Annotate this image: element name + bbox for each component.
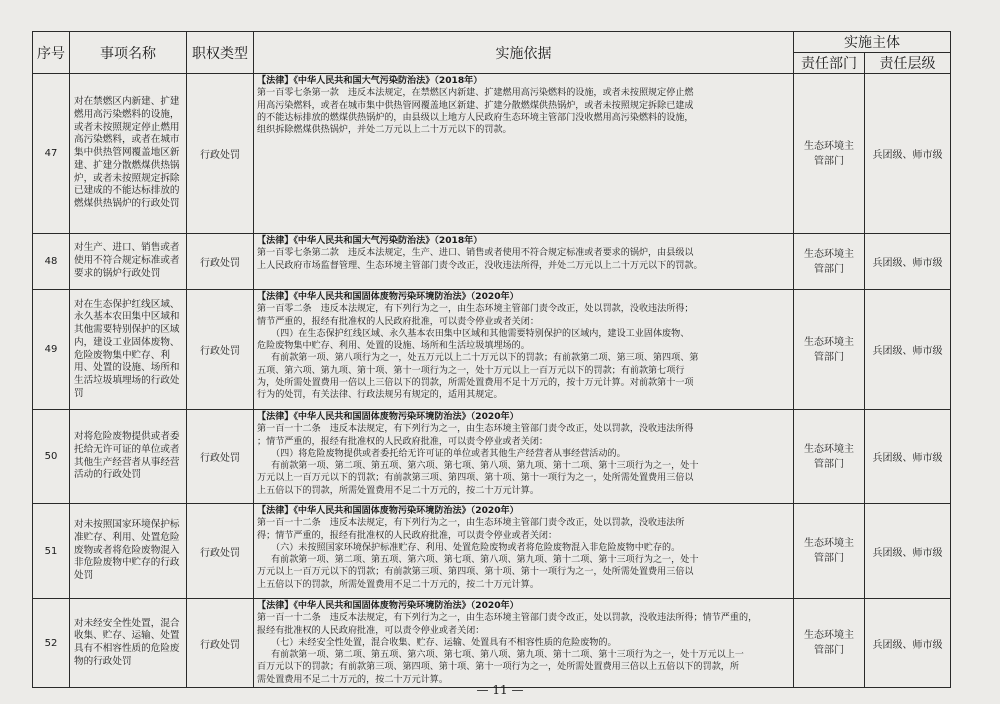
row-number: 50	[33, 410, 70, 504]
responsible-level: 兵团级、师市级	[865, 234, 951, 290]
power-type: 行政处罚	[187, 234, 254, 290]
power-type: 行政处罚	[187, 599, 254, 688]
legal-text-line: 情节严重的，报经有批准权的人民政府批准，可以责令停业或者关闭：	[257, 316, 539, 327]
header-level: 责任层级	[865, 53, 951, 74]
responsible-level: 兵团级、师市级	[865, 410, 951, 504]
legal-basis	[254, 74, 794, 234]
page-number: — 11 —	[476, 683, 524, 697]
legal-text-line: ；情节严重的，报经有批准权的人民政府批准，可以责令停业或者关闭：	[257, 436, 549, 447]
header-no: 序号	[33, 32, 70, 74]
legal-text-line: 第一百零七条第二款 违反本法规定，生产、进口、销售或者使用不符合规定标准或者要求的锅炉，由县级以	[257, 248, 694, 259]
law-title: 【法律】《中华人民共和国固体废物污染环境防治法》（2020年）	[257, 292, 519, 302]
table-header	[33, 32, 951, 74]
law-title: 【法律】《中华人民共和国大气污染防治法》（2018年）	[257, 236, 483, 246]
table-row	[33, 410, 951, 504]
responsible-level: 兵团级、师市级	[865, 504, 951, 599]
legal-text-line: 有前款第一项、第二项、第五项、第六项、第七项、第八项、第九项、第十二项、第十三项行为之一，处十万元以上一	[271, 650, 744, 661]
legal-text-line: 第一百一十二条 违反本法规定，有下列行为之一，由生态环境主管部门责令改正，处以罚款，没收违法所得；情节严重的，	[257, 613, 758, 624]
legal-text-line: 有前款第一项、第二项、第五项、第六项、第七项、第八项、第九项、第十二项、第十三项行为之一，处十	[271, 461, 699, 472]
legal-text-line: 第一百零二条 违反本法规定，有下列行为之一，由生态环境主管部门责令改正，处以罚款，没收违法所得；	[257, 304, 694, 315]
legal-text-line: 万元以上一百万元以下的罚款；有前款第三项、第四项、第十项、第十一项行为之一，处所需处置费用三倍以	[257, 473, 694, 484]
legal-text-line: 得；情节严重的，报经有批准权的人民政府批准，可以责令停业或者关闭：	[257, 530, 558, 541]
header-type: 职权类型	[187, 32, 254, 74]
responsible-level: 兵团级、师市级	[865, 290, 951, 410]
legal-text-line: 需处置费用不足二十万元的，按二十万元计算。	[257, 674, 448, 685]
row-number: 49	[33, 290, 70, 410]
legal-text-line: 上五倍以下的罚款，所需处置费用不足二十万元的，按二十万元计算。	[257, 579, 539, 590]
responsible-dept: 生态环境主管部门	[794, 234, 865, 290]
legal-text-line: 五项、第六项、第九项、第十项、第十一项行为之一，处十万元以上一百万元以下的罚款；有前款第七项行	[257, 365, 685, 376]
power-type: 行政处罚	[187, 504, 254, 599]
row-number: 48	[33, 234, 70, 290]
law-title: 【法律】《中华人民共和国固体废物污染环境防治法》（2020年）	[257, 601, 519, 611]
legal-text-line: 万元以上一百万元以下的罚款；有前款第三项、第四项、第十项、第十一项行为之一，处所需处置费用三倍以	[257, 567, 694, 578]
legal-basis	[254, 290, 794, 410]
legal-text-line: （四）在生态保护红线区域、永久基本农田集中区域和其他需要特别保护的区域内，建设工业固体废物、	[271, 328, 690, 339]
table-row	[33, 234, 951, 290]
legal-text-line: 的不能达标排放的燃煤供热锅炉的，由县级以上地方人民政府生态环境主管部门没收燃用高污染燃料的设施，	[257, 112, 694, 123]
legal-text-line: 用高污染燃料，或者在城市集中供热管网覆盖地区新建、扩建分散燃煤供热锅炉，或者未按照规定拆除已建成	[257, 100, 694, 111]
responsible-dept: 生态环境主管部门	[794, 74, 865, 234]
responsible-dept: 生态环境主管部门	[794, 599, 865, 688]
responsible-dept: 生态环境主管部门	[794, 410, 865, 504]
legal-basis	[254, 599, 794, 688]
item-name: 对在生态保护红线区域、永久基本农田集中区域和其他需要特别保护的区域内，建设工业固体废物、危险废物集中贮存、利用、处置的设施、场所和生活垃圾填埋场的行政处罚	[70, 290, 187, 410]
responsible-dept: 生态环境主管部门	[794, 290, 865, 410]
header-basis: 实施依据	[254, 32, 794, 74]
responsible-level: 兵团级、师市级	[865, 599, 951, 688]
item-name: 对在禁燃区内新建、扩建燃用高污染燃料的设施，或者未按照规定停止燃用高污染燃料，或者在城市集中供热管网覆盖地区新建、扩建分散燃煤供热锅炉，或者未按照规定拆除已建成的不能达标排放的燃煤供热锅炉的行政处罚	[70, 74, 187, 234]
legal-text-line: 第一百零七条第一款 违反本法规定，在禁燃区内新建、扩建燃用高污染燃料的设施，或者未按照规定停止燃	[257, 88, 694, 99]
law-title: 【法律】《中华人民共和国固体废物污染环境防治法》（2020年）	[257, 412, 519, 422]
legal-text-line: 有前款第一项、第八项行为之一，处五万元以上二十万元以下的罚款；有前款第二项、第三项、第四项、第	[271, 353, 699, 364]
legal-text-line: 行为的处罚，有关法律、行政法规另有规定的，适用其规定。	[257, 390, 503, 401]
item-name: 对未经安全性处置，混合收集、贮存、运输、处置具有不相容性质的危险废物的行政处罚	[70, 599, 187, 688]
legal-basis	[254, 234, 794, 290]
power-type: 行政处罚	[187, 290, 254, 410]
row-number: 52	[33, 599, 70, 688]
item-name: 对未按照国家环境保护标准贮存、利用、处置危险废物或者将危险废物混入非危险废物中贮存的行政处罚	[70, 504, 187, 599]
legal-text-line: （四）将危险废物提供或者委托给无许可证的单位或者其他生产经营者从事经营活动的。	[271, 448, 626, 459]
legal-text-line: 组织拆除燃煤供热锅炉，并处二万元以上二十万元以下的罚款。	[257, 125, 512, 136]
table-row	[33, 290, 951, 410]
row-number: 47	[33, 74, 70, 234]
item-name: 对将危险废物提供或者委托给无许可证的单位或者其他生产经营者从事经营活动的行政处罚	[70, 410, 187, 504]
legal-basis	[254, 410, 794, 504]
header-subject: 实施主体	[794, 32, 951, 53]
table-row	[33, 504, 951, 599]
legal-text-line: 百万元以下的罚款；有前款第三项、第四项、第十项、第十一项行为之一，处所需处置费用三倍以上五倍以下的罚款，所	[257, 662, 739, 673]
legal-basis	[254, 504, 794, 599]
header-dept: 责任部门	[794, 53, 865, 74]
power-type: 行政处罚	[187, 74, 254, 234]
row-number: 51	[33, 504, 70, 599]
responsible-dept: 生态环境主管部门	[794, 504, 865, 599]
table-row	[33, 599, 951, 688]
legal-text-line: 为，处所需处置费用一倍以上三倍以下的罚款，所需处置费用不足十万元的，按十万元计算。对前款第十一项	[257, 378, 694, 389]
legal-text-line: 上五倍以下的罚款，所需处置费用不足二十万元的，按二十万元计算。	[257, 485, 539, 496]
legal-text-line: 第一百一十二条 违反本法规定，有下列行为之一，由生态环境主管部门责令改正，处以罚款，没收违法所得	[257, 424, 694, 435]
power-list-table	[32, 31, 951, 688]
legal-text-line: 危险废物集中贮存、利用、处置的设施、场所和生活垃圾填埋场的。	[257, 341, 530, 352]
legal-text-line: 有前款第一项、第二项、第五项、第六项、第七项、第八项、第九项、第十二项、第十三项行为之一，处十	[271, 555, 699, 566]
power-type: 行政处罚	[187, 410, 254, 504]
responsible-level: 兵团级、师市级	[865, 74, 951, 234]
legal-text-line: 第一百一十二条 违反本法规定，有下列行为之一，由生态环境主管部门责令改正，处以罚款，没收违法所	[257, 518, 685, 529]
law-title: 【法律】《中华人民共和国大气污染防治法》（2018年）	[257, 76, 483, 86]
law-title: 【法律】《中华人民共和国固体废物污染环境防治法》（2020年）	[257, 506, 519, 516]
table-body	[33, 74, 951, 688]
legal-text-line: 报经有批准权的人民政府批准，可以责令停业或者关闭：	[257, 625, 485, 636]
item-name: 对生产、进口、销售或者使用不符合规定标准或者要求的锅炉行政处罚	[70, 234, 187, 290]
table-row	[33, 74, 951, 234]
header-name: 事项名称	[70, 32, 187, 74]
legal-text-line: （七）未经安全性处置，混合收集、贮存、运输、处置具有不相容性质的危险废物的。	[271, 637, 617, 648]
legal-text-line: 上人民政府市场监督管理、生态环境主管部门责令改正，没收违法所得，并处二万元以上二十万元以下的罚款。	[257, 260, 703, 271]
legal-text-line: （六）未按照国家环境保护标准贮存、利用、处置危险废物或者将危险废物混入非危险废物中贮存的。	[271, 542, 681, 553]
